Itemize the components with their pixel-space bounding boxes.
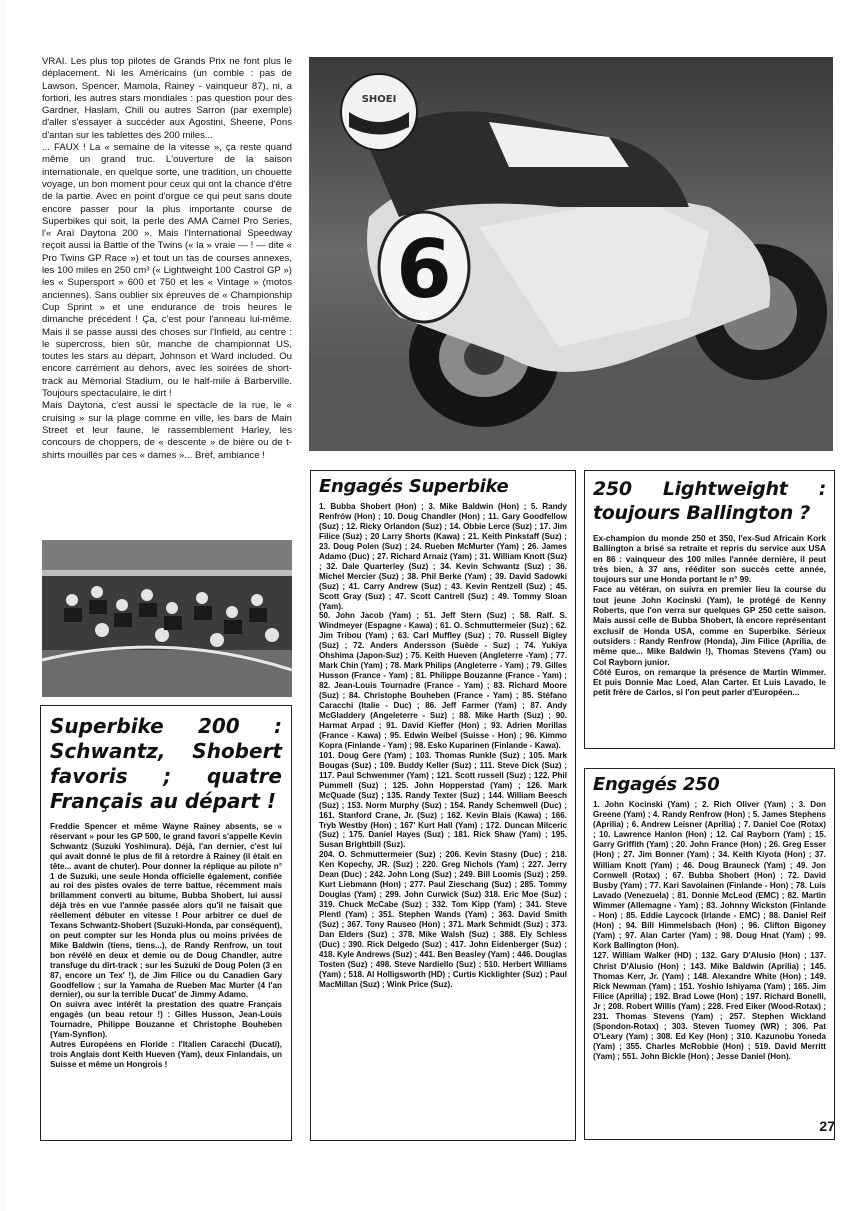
intro-paragraph: Mais Daytona, c'est aussi le spectacle de la rue, le « cruising » sur la plage comme en ville, les bars de Main Street et leur faune, le rassemblement Harley, les concours de choppers, de « descente » de bière ou de t-shirts mouillés par ces « dames »... Bref, ambiance ! xyxy=(42,400,292,461)
lightweight250-article xyxy=(584,470,835,749)
lightweight250-paragraph: Côté Euros, on remarque la présence de Martin Wimmer. Et puis Donnie Mac Loed, Alan Carter. Et Luis Lavado, le petit frère de Carlos, si l'on peut parler d'Européen... xyxy=(593,666,826,698)
intro-paragraph: ... FAUX ! La « semaine de la vitesse », ça reste quand même un grand truc. L'ouverture de la saison internationale, en quelque sorte, une tradition, un chouette voyage, un bon moment pour ceux qui ont la chance d'être de la partie. Avec en point d'orgue ce qui peut sans doute encore passer pour la plus importante course de Superbikes qui soit, la perle des AMA Camel Pro Series, l'« Araï Daytona 200 ». Mais l'International Speedway reçoit aussi la Battle of the Twins (« la » vraie — ! — dite « Pro Twins GP Race ») et tout un tas de courses annexes, les 100 miles en 250 cm³ (« Lightweight 100 Castrol GP ») les « Supersport » 600 et 750 et les « Vintage » (motos anciennes). Sans oublier six épreuves de « Championship Cup Sprint » et une endurance de trois heures le dimanche précédent ! Ça, c'est pour l'anneau lui-même. Mais il se passe aussi des choses sur l'Infield, au centre : le supercross, bien sûr, manche de championnat US, toutes les stars au départ, Johnson et Ward included. Ou encore carrément au dehors, avec les soirées de short-track au Mémorial Stadium, ou le half-mile à Barberville. Toujours spectaculaire, le dirt ! xyxy=(42,142,292,400)
main-racing-photo xyxy=(309,57,833,451)
entrant-list-paragraph: 101. Doug Gere (Yam) ; 103. Thomas Runkle (Suz) ; 105. Mark Bougas (Suz) ; 109. Buddy Keller (Suz) ; 111. Steve Dick (Suz) ; 117. Paul Schwemmer (Yam) ; 121. Scott russell (Suz) ; 122. Phil Pummell (Suz) ; 125. John Hopperstad (Yam) ; 126. Mark McQuade (Suz) ; 135. Randy Texter (Suz) ; 144. William Beesch (Suz) ; 153. Norm Murphy (Suz) ; 154. Randy Schemwell (Duc) ; 161. Stanford Crane, Jr. (Suz) ; 162. Kevin Blais (Kawa) ; 166. Tryb Westby (Hon) ; 167' Kurt Hall (Yam) ; 172. Duncan Milceric (Suz) ; 175. Daniel Hayes (Suz) ; 181. Rick Shaw (Yam) ; 195. Susan Brightbill (Suz). xyxy=(319,750,567,850)
engages-superbike-title: Engagés Superbike xyxy=(319,476,509,497)
superbike200-title: Superbike 200 : Schwantz, Shobert favoris ; quatre Français au départ ! xyxy=(50,714,282,813)
superbike200-paragraph: On suivra avec intérêt la prestation des quatre Français engagés (un beau retour !) : Gilles Husson, Jean-Louis Tournadre, Philippe Bouzanne et Christophe Bouheben (Yam-Synflon). xyxy=(50,1000,282,1040)
helmet-text: SHOEI xyxy=(361,94,397,105)
entrant-list-paragraph: 127. William Walker (HD) ; 132. Gary D'Alusio (Hon) ; 137. Christ D'Alusio (Hon) ; 143. Mike Baldwin (Aprilia) ; 145. Thomas Kerr, Jr. (Yam) ; 148. Alexandre White (Hon) ; 149. Rick Newman (Yam) ; 151. Yoshio Ishiyama (Yam) ; 165. Jim Filice (Aprilia) ; 192. Brad Lowe (Hon) ; 197. Richard Bonelli, Jr ; 208. Robert Willis (Yam) ; 228. Fred Eiker (Wood-Rotax) ; 231. Thomas Stevens (Yam) ; 257. Stephen Wickland (Spondon-Rotax) ; 303. Steven Tuomey (WR) ; 306. Pat O'Leary (Yam) ; 308. Ed Key (Hon) ; 310. Kazunobu Yoneda (Yam) ; 355. Charles McRobbie (Hon) ; 519. David Merritt (Yam) ; 551. John Bickle (Hon) ; Jesse Daniel (Hon). xyxy=(593,951,826,1062)
race-start-photo xyxy=(42,540,292,697)
bike-number: 6 xyxy=(396,223,452,316)
intro-text xyxy=(42,56,292,462)
engages-250-list xyxy=(584,768,835,1140)
lightweight250-title: 250 Lightweight : toujours Ballington ? xyxy=(593,478,826,524)
entrant-list-paragraph: 50. John Jacob (Yam) ; 51. Jeff Stern (Suz) ; 58. Ralf. S. Windmeyer (Espagne - Kawa) ; 61. O. Schmuttermeier (Suz) ; 62. Jim Tribou (Yam) ; 63. Carl Muffley (Suz) ; 70. Russell Bigley (Suz) ; 72. Anders Andersson (Suède - Suz) ; 74. Yukiya Ohshima (Japon-Suz) ; 75. Keith Hueven (Angleterre -Yam) ; 77. Mark Chin (Yam) ; 78. Mark Philips (Angleterre - Yam) ; 79. Gilles Husson (France - Yam) ; 81. Philippe Bouzanne (France - Yam) ; 82. Jean-Louis Tournadre (France - Yam) ; 83. Richard Moore (Suz) ; 84. Christophe Bouheben (France - Yam) ; 85. Stéfano Caracchi (Italie - Duc) ; 86. Jeff Farmer (Yam) ; 87. Andy McGladdery (Angeleterre - Suz) ; 88. Mike Harth (Suz) ; 90. Harmat Arpad ; 91. David Kieffer (Hon) ; 93. Adrien Morillas (France - Kawa) ; 95. Edwin Weibel (Suisse - Hon) ; 96. Kimmo Kopra (Finlande - Yam) ; 98. Esko Kuparinen (Finlande - Kawa). xyxy=(319,611,567,750)
superbike200-article xyxy=(40,705,292,1141)
engages-superbike-list xyxy=(310,470,576,1141)
superbike200-paragraph: Freddie Spencer et même Wayne Rainey absents, se « réservant » pour les GP 500, le grand favori s'appelle Kevin Schwantz (Suzuki Yoshimura). Déjà, l'an dernier, c'est lui qui avait donné le plus de fil à retordre à Rainey (il était en tête... avant de chuter). Pour donner la réplique au pilote n° 1 de Suzuki, une seule Honda officielle également, confiée au roi des pistes ovales de terre battue, récemment mais brillamment converti au bitume, Bubba Shobert, lui aussi déjà très en vue l'année passée alors qu'il ne faisait que réellement débuter en vitesse ! Pour arbitrer ce duel de Texans Schwantz-Shobert (Suzuki-Honda, par conséquent), on peut compter sur les Honda plus ou moins privées de Mike Baldwin (tiens, tiens...), de Randy Renfrow, un tout bon révélé en deux et demie ou de Doug Chandler, autre transfuge du dirt-track ; sur les Suzuki de Doug Polen (3 en 87, encore un Tex' !), de Jim Filice ou du Canadien Gary Goodfellow ; sur la Yamaha de Rueben Mac Murter (4 l'an dernier), ou sur la terrible Ducat' de Jimmy Adamo. xyxy=(50,822,282,1000)
entrant-list-paragraph: 1. John Kocinski (Yam) ; 2. Rich Oliver (Yam) ; 3. Don Greene (Yam) ; 4. Randy Renfrow (Hon) ; 5. James Stephens (Aprilia) ; 6. Andrew Leisner (Aprilia) ; 7. Daniel Coe (Rotax) ; 10. Lawrence Hanlon (Hon) ; 12. Cal Rayborn (Yam) ; 15. Garry Griffith (Yam) ; 20. John France (Hon) ; 26. Greg Esser (Hon) ; 27. Jim Bonner (Yam) ; 34. Keith Kiyota (Hon) ; 37. William Knott (Yam) ; 46. Doug Brauneck (Yam) ; 49. Jon Cornwell (Rotax) ; 67. Bubba Shobert (Hon) ; 72. David Busby (Yam) ; 77. Kari Savolainen (Finlande - Hon) ; 78. Luis Lavado (Venezuela) ; 81. Donnie McLeod (EMC) ; 82. Martin Wimmer (Allemagne - Yam) ; 83. Johnny Wickston (Finlande - Hon) ; 85. Eddie Laycock (Irlande - EMC) ; 88. Daniel Reif (Hon) ; 94. Bill Himmelsbach (Hon) ; 96. Clifton Bigoney (Yam) ; 97. Alan Carter (Yam) ; 98. Doug Hnat (Yam) ; 99. Kork Ballington (Hon). xyxy=(593,800,826,951)
intro-paragraph: VRAI. Les plus top pilotes de Grands Prix ne font plus le déplacement. Ni les Américains (un comble : pas de Lawson, Spencer, Mamola, Rainey - vainqueur 87), ni, a fortiori, les autres stars mondiales : pas question pour des Gardner, Haslam, Chili ou autres Sarron (par exemple) d'aller s'essayer à succéder aux Agostini, Sheene, Pons d'antan sur les tablettes des 200 miles... xyxy=(42,56,292,141)
page-number: 27 xyxy=(819,1118,835,1134)
entrant-list-paragraph: 204. O. Schmuttermeier (Suz) ; 206. Kevin Stasny (Duc) ; 218. Ken Kopechy, JR. (Suz) ; 220. Greg Nichols (Yam) ; 227. Jerry Dean (Duc) ; 242. John Long (Suz) ; 249. Bill Loomis (Suz) ; 259. Kurt Liebmann (Hon) ; 277. Paul Zieschang (Suz) ; 285. Tommy Douglas (Yam) ; 299. John Curwick (Suz) 318. Eric Moe (Suz) ; 319. Chuck McCabe (Suz) ; 332. Tom Kipp (Yam) ; 341. Steve Plentl (Yam) ; 351. Stephen Wands (Yam) ; 363. David Smith (Suz) ; 367. Tony Rauseo (Hon) ; 371. Mark Schmidt (Suz) ; 373. Dan Elders (Suz) ; 378. Mike Walsh (Suz) ; 388. Ely Schless (Duc) ; 390. Rick Delgedo (Suz) ; 417. John Eidenberger (Suz) ; 418. Kyle Andrews (Suz) ; 441. Ben Beasley (Yam) ; 446. Douglas Tosten (Suz) ; 498. Steve Nardiello (Suz) ; 510. Herbert Williams (Yam) ; 518. Al Holligsworth (HD) ; Curtis Kicklighter (Suz) ; Paul MacMillan (Suz) ; Wink Price (Suz). xyxy=(319,850,568,989)
entrant-list-paragraph: 1. Bubba Shobert (Hon) ; 3. Mike Baldwin (Hon) ; 5. Randy Renfrów (Hon) ; 10. Doug Chandler (Hon) ; 11. Gary Goodfellow (Suz) ; 12. Ricky Orlandon (Suz) ; 14. Obbie Lerce (Suz) ; 17. Jim Filice (Suz) ; 20 Larry Shorts (Kawa) ; 21. Keith Pinkstaff (Suz) ; 23. Doug Polen (Suz) ; 24. Rueben McMurter (Yam) ; 26. James Adamo (Duc) ; 27. Richard Arnaiz (Yam) ; 31. William Knott (Suz) ; 32. Dale Quarterley (Suz) ; 34. Kevin Schwantz (Suz) ; 36. Michel Mercier (Suz) ; 38. Phil Berke (Yam) ; 39. David Sadowki (Suz) ; 41. Carry Andrew (Suz) ; 43. Kevin Rentzell (Suz) ; 45. Scott Gray (Suz) ; 47. Scott Cantrell (Suz) ; 49. Tommy Sloan (Yam). xyxy=(319,502,567,611)
binding-edge xyxy=(0,0,6,1211)
engages-250-title: Engagés 250 xyxy=(593,774,720,795)
superbike200-paragraph: Autres Européens en Floride : l'Italien Caracchi (Ducati), trois Anglais dont Keith Hueven (Yam), deux Finlandais, un Suisse et même un Hongrois ! xyxy=(50,1039,282,1069)
lightweight250-paragraph: Ex-champion du monde 250 et 350, l'ex-Sud Africain Kork Ballington a brisé sa retraite et repris du service aux USA en 86 : vainqueur des 100 miles l'année dernière, il peut très bien, à 37 ans, rééditer son succès cette année, toujours sur une Honda portant le n° 99. xyxy=(593,533,826,585)
lightweight250-paragraph: Face au vétéran, on suivra en premier lieu la course du tout jeune John Kocinski (Yam), le protégé de Kenny Roberts, que l'on verra sur quelques GP 250 cette saison. Mais aussi celle de Bubba Shobert, là encore représentant exclusif de Honda USA, comme en Superbike. Sérieux outsiders : Randy Renfrow (Honda), Jim Filice (Aprilia, de même que... Mike Baldwin !), Thomas Stevens (Yam) ou Col Rayborn junior. xyxy=(593,584,826,667)
